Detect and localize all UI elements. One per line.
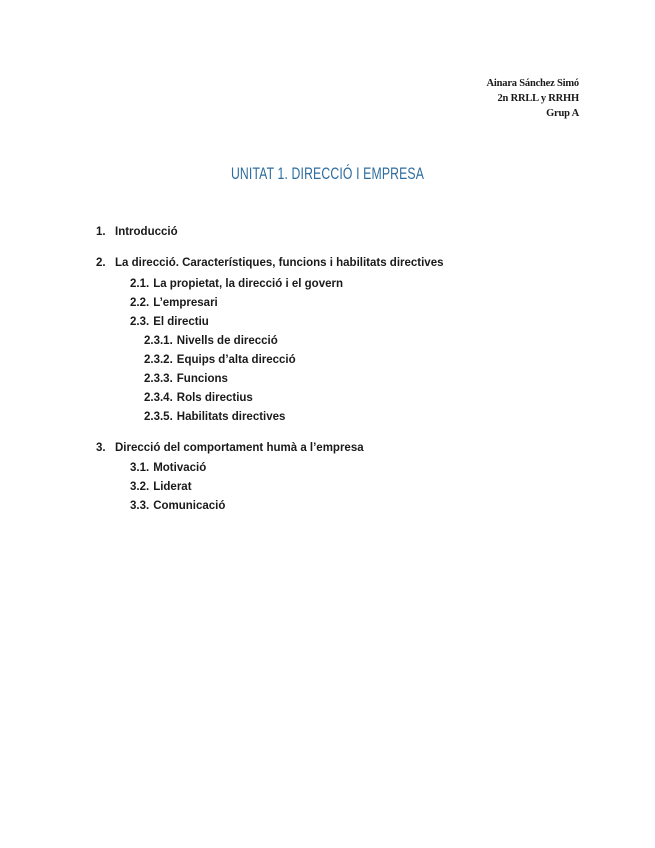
- toc-label: Liderat: [153, 481, 192, 493]
- toc-number: 2.3.: [130, 316, 150, 328]
- toc-number: 1.: [96, 226, 106, 238]
- toc-label: Direcció del comportament humà a l’empresa: [115, 442, 364, 454]
- toc-item-equips: [144, 353, 296, 367]
- toc-item-liderat: [130, 480, 192, 494]
- toc-label: Nivells de direcció: [176, 335, 278, 347]
- toc-label: Equips d’alta direcció: [176, 354, 296, 366]
- toc-item-motivacio: [130, 461, 206, 475]
- toc-label: Motivació: [153, 462, 207, 474]
- toc-item-directiu: [130, 315, 209, 329]
- toc-item-habilitats: [144, 410, 285, 424]
- toc-number: 2.2.: [130, 297, 150, 309]
- toc-number: 2.3.4.: [144, 392, 173, 404]
- toc-label: Funcions: [176, 373, 228, 385]
- toc-number: 2.1.: [130, 278, 150, 290]
- toc-label: La propietat, la direcció i el govern: [153, 278, 343, 290]
- toc-item-rols: [144, 391, 253, 405]
- author-header: [487, 76, 579, 121]
- toc-item-direccio: [96, 256, 444, 270]
- toc-item-nivells: [144, 334, 278, 348]
- toc-label: La direcció. Característiques, funcions i habilitats directives: [115, 257, 444, 269]
- author-name: Ainara Sánchez Simó: [486, 78, 579, 89]
- toc-label: Comunicació: [153, 500, 226, 512]
- document-title: UNITAT 1. DIRECCIÓ I EMPRESA: [230, 164, 425, 183]
- toc-number: 2.: [96, 257, 106, 269]
- toc-number: 3.2.: [130, 481, 150, 493]
- toc-label: Introducció: [115, 226, 178, 238]
- toc-item-comportament: [96, 441, 364, 455]
- toc-number: 2.3.2.: [144, 354, 173, 366]
- toc-label: Rols directius: [176, 392, 253, 404]
- toc-item-empresari: [130, 296, 218, 310]
- toc-number: 2.3.5.: [144, 411, 173, 423]
- toc-number: 3.1.: [130, 462, 150, 474]
- toc-label: L’empresari: [153, 297, 218, 309]
- toc-item-introduccio: [96, 225, 178, 239]
- course-name: 2n RRLL y RRHH: [497, 93, 579, 104]
- toc-number: 3.3.: [130, 500, 150, 512]
- toc-number: 3.: [96, 442, 106, 454]
- toc-item-funcions: [144, 372, 228, 386]
- toc-item-propietat: [130, 277, 343, 291]
- toc-label: El directiu: [153, 316, 209, 328]
- toc-number: 2.3.1.: [144, 335, 173, 347]
- toc-item-comunicacio: [130, 499, 225, 513]
- toc-number: 2.3.3.: [144, 373, 173, 385]
- toc-label: Habilitats directives: [176, 411, 286, 423]
- group-name: Grup A: [546, 108, 579, 119]
